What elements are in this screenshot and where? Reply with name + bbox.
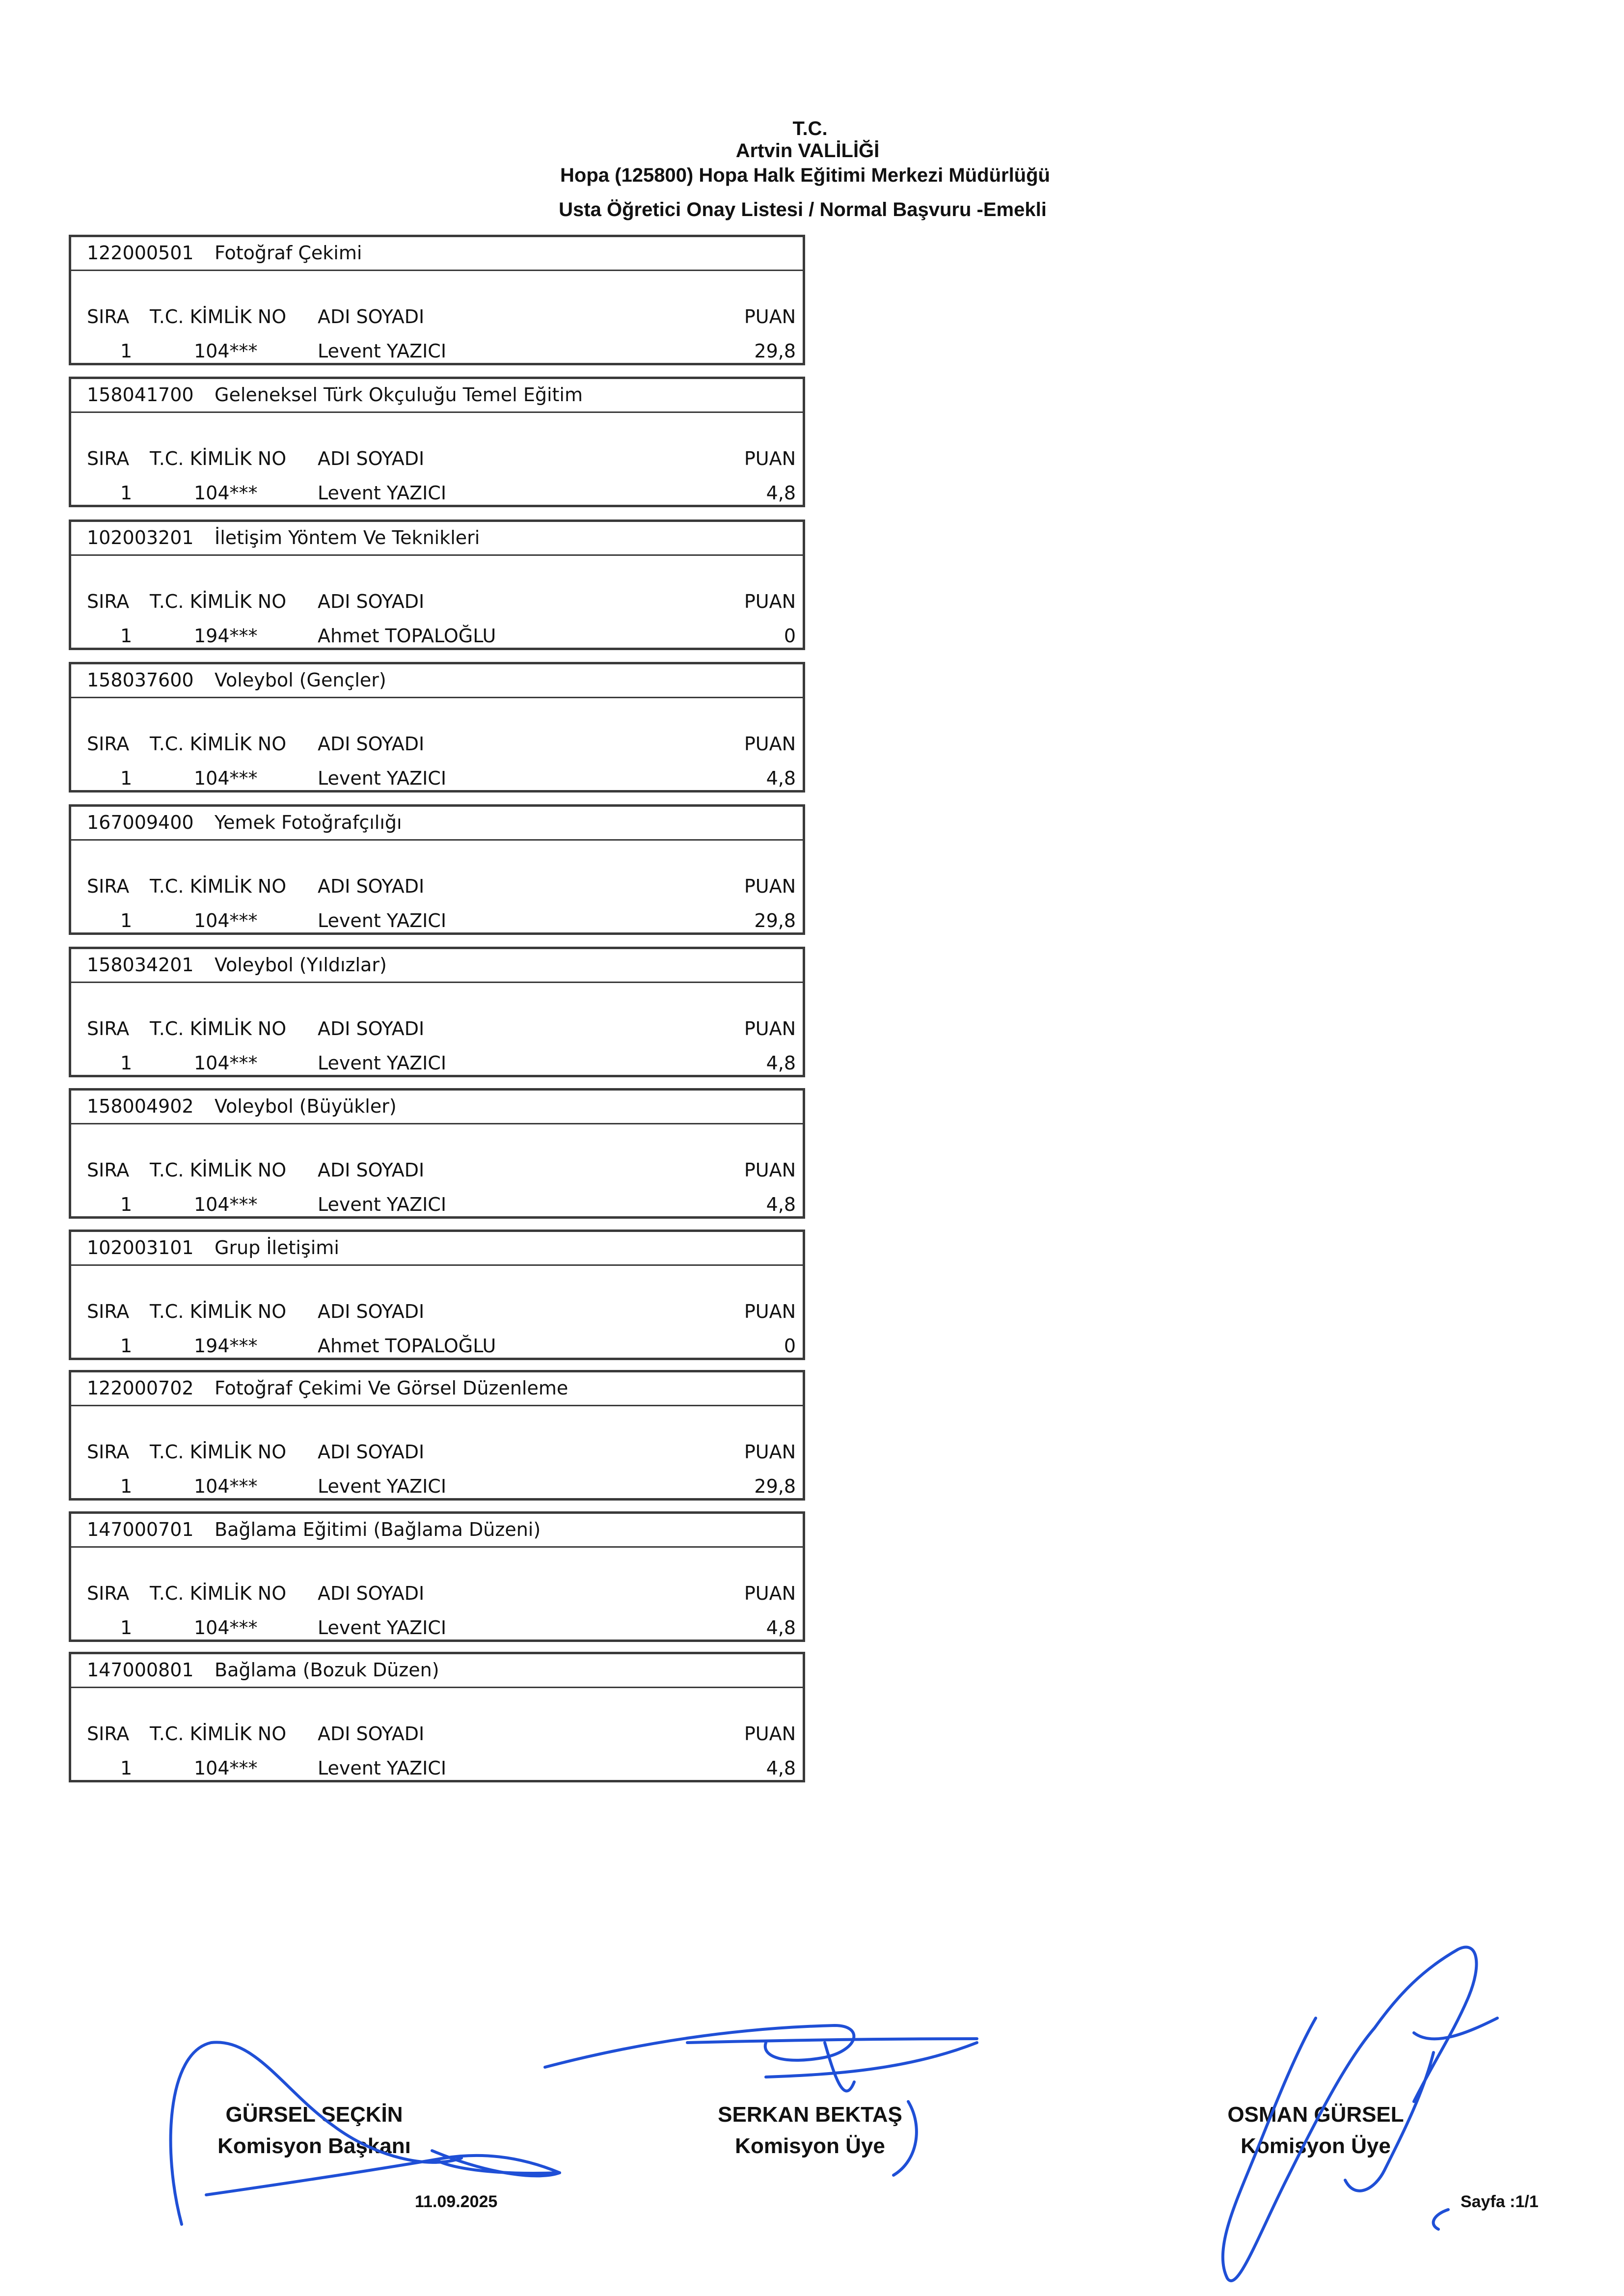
col-score-label: PUAN [744, 1441, 796, 1463]
course-title: İletişim Yöntem Ve Teknikleri [215, 527, 480, 548]
signature-member-2 [1188, 2099, 1443, 2162]
course-title: Voleybol (Büyükler) [215, 1095, 397, 1117]
course-title: Bağlama (Bozuk Düzen) [215, 1659, 439, 1681]
col-score-label: PUAN [744, 875, 796, 897]
course-header-bar [71, 664, 803, 698]
row-tc: 104*** [194, 1476, 258, 1497]
row-score: 4,8 [766, 1617, 796, 1639]
course-header-bar [71, 237, 803, 271]
course-block [69, 804, 805, 935]
course-code: 158041700 [87, 384, 194, 406]
course-code: 158037600 [87, 669, 194, 691]
col-tc-label: T.C. KİMLİK NO [150, 1723, 287, 1745]
page-number: Sayfa :1/1 [1461, 2192, 1539, 2211]
signer-role: Komisyon Üye [735, 2134, 885, 2158]
row-sira: 1 [120, 1757, 133, 1779]
col-sira-label: SIRA [87, 1018, 130, 1039]
row-tc: 104*** [194, 1052, 258, 1074]
col-tc-label: T.C. KİMLİK NO [150, 1583, 287, 1604]
col-name-label: ADI SOYADI [318, 306, 425, 328]
course-title: Fotoğraf Çekimi [215, 242, 362, 264]
col-name-label: ADI SOYADI [318, 875, 425, 897]
row-score: 29,8 [754, 910, 796, 931]
course-code: 147000801 [87, 1659, 194, 1681]
col-sira-label: SIRA [87, 1159, 130, 1181]
col-sira-label: SIRA [87, 733, 130, 755]
col-score-label: PUAN [744, 1301, 796, 1322]
course-header-bar [71, 1372, 803, 1406]
row-name: Levent YAZICI [318, 910, 447, 931]
row-score: 4,8 [766, 1757, 796, 1779]
col-sira-label: SIRA [87, 875, 130, 897]
col-tc-label: T.C. KİMLİK NO [150, 1301, 287, 1322]
col-sira-label: SIRA [87, 1301, 130, 1322]
col-score-label: PUAN [744, 1159, 796, 1181]
col-name-label: ADI SOYADI [318, 1301, 425, 1322]
row-sira: 1 [120, 1476, 133, 1497]
col-name-label: ADI SOYADI [318, 1018, 425, 1039]
row-tc: 104*** [194, 1757, 258, 1779]
row-score: 29,8 [754, 1476, 796, 1497]
row-sira: 1 [120, 1617, 133, 1639]
course-block [69, 377, 805, 507]
course-block [69, 947, 805, 1077]
course-title: Grup İletişimi [215, 1237, 339, 1258]
course-header-bar [71, 379, 803, 413]
col-tc-label: T.C. KİMLİK NO [150, 1018, 287, 1039]
row-name: Levent YAZICI [318, 340, 447, 362]
course-code: 122000702 [87, 1377, 194, 1399]
course-block [69, 662, 805, 793]
row-tc: 194*** [194, 625, 258, 647]
row-tc: 104*** [194, 1617, 258, 1639]
course-block [69, 1230, 805, 1360]
course-code: 167009400 [87, 812, 194, 833]
course-header-bar [71, 1654, 803, 1688]
row-sira: 1 [120, 1194, 133, 1215]
row-name: Levent YAZICI [318, 1476, 447, 1497]
course-title: Bağlama Eğitimi (Bağlama Düzeni) [215, 1519, 541, 1540]
course-code: 102003201 [87, 527, 194, 548]
course-title: Geleneksel Türk Okçuluğu Temel Eğitim [215, 384, 583, 406]
col-score-label: PUAN [744, 591, 796, 612]
course-title: Voleybol (Yıldızlar) [215, 954, 387, 976]
row-name: Levent YAZICI [318, 1052, 447, 1074]
course-block [69, 1652, 805, 1782]
col-score-label: PUAN [744, 1583, 796, 1604]
row-score: 0 [784, 625, 796, 647]
row-name: Ahmet TOPALOĞLU [318, 1335, 496, 1357]
col-sira-label: SIRA [87, 1583, 130, 1604]
col-tc-label: T.C. KİMLİK NO [150, 591, 287, 612]
course-header-bar [71, 807, 803, 841]
course-code: 102003101 [87, 1237, 194, 1258]
course-title: Voleybol (Gençler) [215, 669, 386, 691]
signature-member-1 [682, 2099, 938, 2162]
signer-name: OSMAN GÜRSEL [1227, 2103, 1404, 2127]
course-header-bar [71, 949, 803, 983]
col-name-label: ADI SOYADI [318, 1159, 425, 1181]
col-name-label: ADI SOYADI [318, 1723, 425, 1745]
header-governorship: Artvin VALİLİĞİ [735, 140, 880, 162]
header-institution: Hopa (125800) Hopa Halk Eğitimi Merkezi Müdürlüğü [560, 164, 1050, 186]
row-score: 4,8 [766, 767, 796, 789]
col-sira-label: SIRA [87, 1441, 130, 1463]
row-score: 0 [784, 1335, 796, 1357]
row-name: Levent YAZICI [318, 1757, 447, 1779]
col-tc-label: T.C. KİMLİK NO [150, 448, 287, 469]
course-block [69, 1511, 805, 1642]
course-code: 122000501 [87, 242, 194, 264]
col-sira-label: SIRA [87, 591, 130, 612]
course-block [69, 1088, 805, 1219]
row-score: 4,8 [766, 1052, 796, 1074]
course-code: 158004902 [87, 1095, 194, 1117]
row-score: 4,8 [766, 1194, 796, 1215]
col-sira-label: SIRA [87, 1723, 130, 1745]
col-name-label: ADI SOYADI [318, 1441, 425, 1463]
col-tc-label: T.C. KİMLİK NO [150, 306, 287, 328]
col-name-label: ADI SOYADI [318, 448, 425, 469]
chair-signature-tail [432, 2151, 560, 2176]
row-tc: 104*** [194, 340, 258, 362]
col-sira-label: SIRA [87, 448, 130, 469]
signer-name: GÜRSEL SEÇKİN [225, 2103, 403, 2127]
row-tc: 194*** [194, 1335, 258, 1357]
row-sira: 1 [120, 910, 133, 931]
row-sira: 1 [120, 625, 133, 647]
header-list-title: Usta Öğretici Onay Listesi / Normal Başvuru -Emekli [559, 199, 1047, 220]
col-score-label: PUAN [744, 1723, 796, 1745]
course-header-bar [71, 1232, 803, 1266]
col-tc-label: T.C. KİMLİK NO [150, 875, 287, 897]
col-score-label: PUAN [744, 448, 796, 469]
row-score: 29,8 [754, 340, 796, 362]
document-header [0, 0, 1624, 226]
col-score-label: PUAN [744, 733, 796, 755]
row-name: Levent YAZICI [318, 1194, 447, 1215]
row-sira: 1 [120, 482, 133, 504]
course-block [69, 519, 805, 650]
row-name: Levent YAZICI [318, 767, 447, 789]
course-header-bar [71, 1514, 803, 1548]
col-name-label: ADI SOYADI [318, 733, 425, 755]
row-name: Levent YAZICI [318, 482, 447, 504]
row-sira: 1 [120, 1335, 133, 1357]
col-sira-label: SIRA [87, 306, 130, 328]
row-sira: 1 [120, 340, 133, 362]
member1-signature-line [687, 2039, 977, 2043]
row-sira: 1 [120, 1052, 133, 1074]
course-header-bar [71, 1091, 803, 1124]
row-tc: 104*** [194, 767, 258, 789]
row-tc: 104*** [194, 1194, 258, 1215]
course-block [69, 235, 805, 365]
col-name-label: ADI SOYADI [318, 591, 425, 612]
col-tc-label: T.C. KİMLİK NO [150, 733, 287, 755]
course-header-bar [71, 522, 803, 556]
signature-chair [187, 2099, 442, 2162]
row-tc: 104*** [194, 910, 258, 931]
row-score: 4,8 [766, 482, 796, 504]
course-title: Yemek Fotoğrafçılığı [215, 812, 402, 833]
row-sira: 1 [120, 767, 133, 789]
course-code: 158034201 [87, 954, 194, 976]
col-tc-label: T.C. KİMLİK NO [150, 1441, 287, 1463]
header-country: T.C. [792, 118, 828, 139]
col-name-label: ADI SOYADI [318, 1583, 425, 1604]
signer-name: SERKAN BEKTAŞ [718, 2103, 902, 2127]
row-tc: 104*** [194, 482, 258, 504]
row-name: Levent YAZICI [318, 1617, 447, 1639]
row-name: Ahmet TOPALOĞLU [318, 625, 496, 647]
signer-role: Komisyon Başkanı [217, 2134, 411, 2158]
signer-role: Komisyon Üye [1241, 2134, 1391, 2158]
col-score-label: PUAN [744, 1018, 796, 1039]
course-block [69, 1370, 805, 1501]
course-title: Fotoğraf Çekimi Ve Görsel Düzenleme [215, 1377, 568, 1399]
col-tc-label: T.C. KİMLİK NO [150, 1159, 287, 1181]
signature-date: 11.09.2025 [415, 2192, 498, 2211]
col-score-label: PUAN [744, 306, 796, 328]
course-code: 147000701 [87, 1519, 194, 1540]
